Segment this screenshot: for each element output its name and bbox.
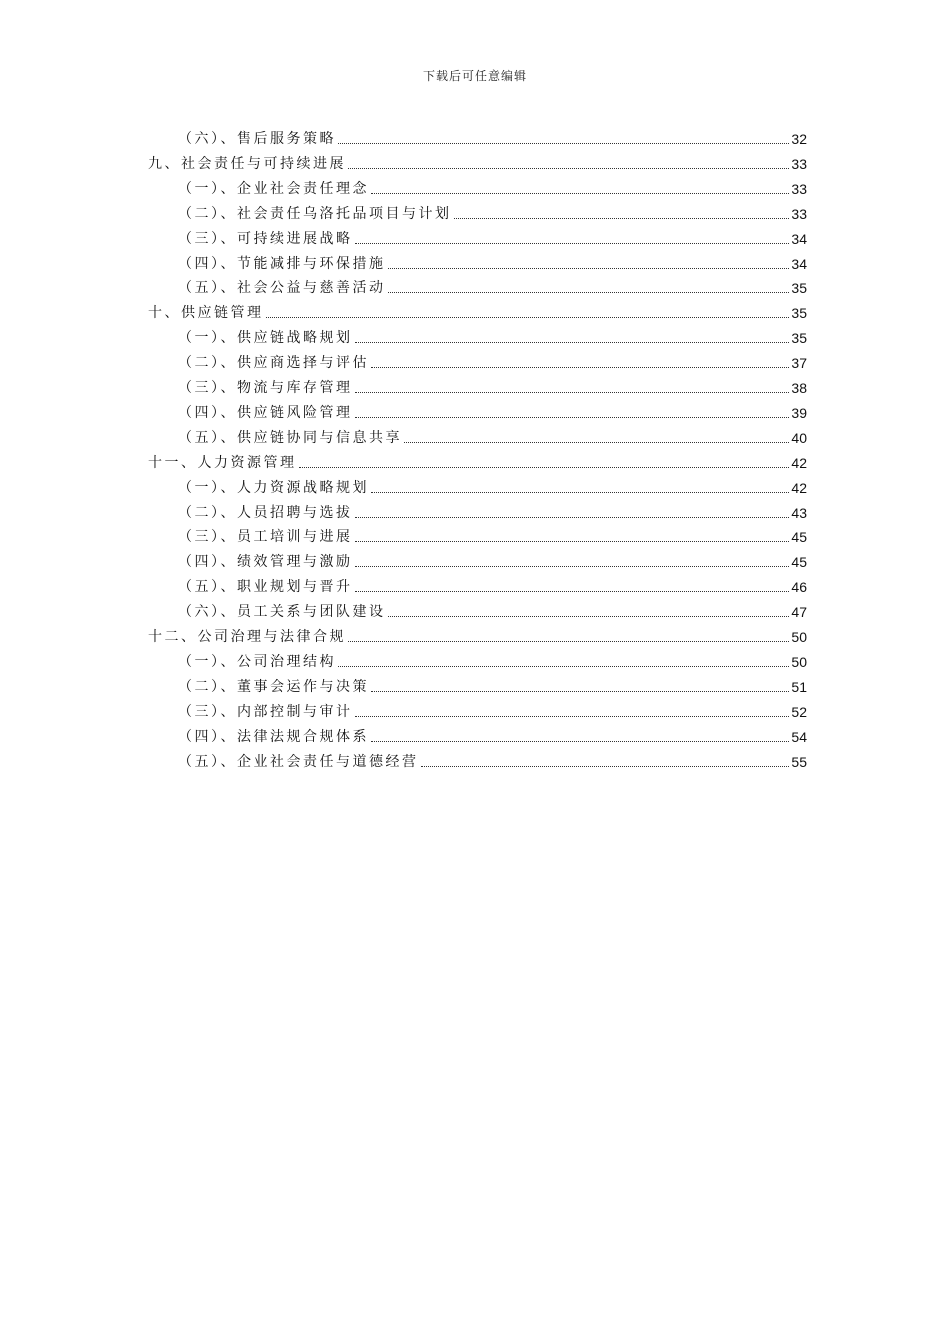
toc-entry-title: （五）、职业规划与晋升 xyxy=(178,579,353,596)
toc-entry-title: （三）、可持续进展战略 xyxy=(178,230,353,247)
toc-entry[interactable] xyxy=(178,574,807,596)
toc-dot-leader xyxy=(355,566,790,567)
toc-entry[interactable] xyxy=(178,350,807,372)
toc-entry[interactable] xyxy=(178,275,807,297)
toc-entry-title: （一）、公司治理结构 xyxy=(178,653,336,670)
toc-page-number: 43 xyxy=(791,504,807,521)
toc-entry-title: （三）、内部控制与审计 xyxy=(178,703,353,720)
toc-entry-title: （五）、供应链协同与信息共享 xyxy=(178,429,402,446)
toc-page-number: 45 xyxy=(791,529,807,546)
toc-dot-leader xyxy=(355,716,790,717)
toc-dot-leader xyxy=(371,691,789,692)
toc-page-number: 35 xyxy=(791,280,807,297)
toc-dot-leader xyxy=(371,367,789,368)
toc-entry-title: （四）、节能减排与环保措施 xyxy=(178,255,386,272)
toc-page-number: 50 xyxy=(791,653,807,670)
toc-entry-title: （六）、员工关系与团队建设 xyxy=(178,604,386,621)
toc-entry-title: （四）、绩效管理与激励 xyxy=(178,554,353,571)
toc-entry[interactable] xyxy=(178,226,807,248)
toc-entry[interactable] xyxy=(178,674,807,696)
toc-page-number: 35 xyxy=(791,330,807,347)
toc-entry[interactable] xyxy=(178,524,807,546)
toc-entry[interactable] xyxy=(148,151,807,173)
toc-dot-leader xyxy=(348,168,789,169)
toc-page-number: 33 xyxy=(791,155,807,172)
toc-page-number: 34 xyxy=(791,230,807,247)
toc-page-number: 38 xyxy=(791,380,807,396)
toc-page-number: 35 xyxy=(791,305,807,322)
toc-dot-leader xyxy=(371,741,789,742)
toc-page-number: 32 xyxy=(791,131,807,147)
toc-page-number: 33 xyxy=(791,205,807,222)
toc-page-number: 42 xyxy=(791,479,807,496)
toc-entry[interactable] xyxy=(178,649,807,671)
toc-page-number: 47 xyxy=(791,604,807,621)
toc-dot-leader xyxy=(266,317,790,318)
toc-entry[interactable] xyxy=(148,450,807,472)
toc-entry-title: （五）、社会公益与慈善活动 xyxy=(178,280,386,297)
toc-dot-leader xyxy=(421,766,790,767)
toc-dot-leader xyxy=(355,591,790,592)
toc-page-number: 46 xyxy=(791,579,807,596)
toc-entry[interactable] xyxy=(178,201,807,223)
toc-page-number: 55 xyxy=(791,753,807,770)
toc-page-number: 39 xyxy=(791,404,807,421)
toc-entry[interactable] xyxy=(178,251,807,273)
toc-dot-leader xyxy=(388,268,790,269)
toc-dot-leader xyxy=(348,641,789,642)
toc-entry-title: （二）、供应商选择与评估 xyxy=(178,355,369,372)
toc-dot-leader xyxy=(338,666,789,667)
toc-dot-leader xyxy=(355,417,790,418)
toc-entry-title: （一）、企业社会责任理念 xyxy=(178,180,369,197)
toc-entry[interactable] xyxy=(178,375,807,397)
toc-dot-leader xyxy=(454,218,790,219)
toc-dot-leader xyxy=(388,292,790,293)
toc-page-number: 42 xyxy=(791,454,807,471)
toc-entry-title: 九、社会责任与可持续进展 xyxy=(148,155,346,172)
toc-entry-title: （六）、售后服务策略 xyxy=(178,131,336,147)
toc-dot-leader xyxy=(355,517,790,518)
toc-entry-title: 十一、人力资源管理 xyxy=(148,454,297,471)
toc-entry-title: 十、供应链管理 xyxy=(148,305,264,322)
toc-page-number: 34 xyxy=(791,255,807,272)
toc-entry[interactable] xyxy=(178,475,807,497)
toc-entry-title: 十二、公司治理与法律合规 xyxy=(148,629,346,645)
toc-dot-leader xyxy=(355,392,790,393)
toc-entry-title: （二）、董事会运作与决策 xyxy=(178,678,369,695)
toc-entry-title: （一）、供应链战略规划 xyxy=(178,330,353,347)
toc-dot-leader xyxy=(388,616,790,617)
toc-dot-leader xyxy=(371,193,789,194)
toc-dot-leader xyxy=(338,143,789,144)
toc-entry[interactable] xyxy=(178,500,807,522)
toc-page-number: 50 xyxy=(791,629,807,645)
toc-entry-title: （二）、社会责任乌洛托品项目与计划 xyxy=(178,205,452,222)
toc-page-number: 33 xyxy=(791,180,807,197)
toc-dot-leader xyxy=(355,342,790,343)
toc-entry-title: （三）、物流与库存管理 xyxy=(178,380,353,396)
toc-entry[interactable] xyxy=(178,699,807,721)
toc-dot-leader xyxy=(404,442,789,443)
toc-entry[interactable] xyxy=(178,599,807,621)
page-header: 下载后可任意编辑 xyxy=(422,69,527,83)
toc-entry-title: （二）、人员招聘与选拔 xyxy=(178,504,353,521)
toc-page-number: 45 xyxy=(791,554,807,571)
toc-entry[interactable] xyxy=(178,425,807,447)
toc-entry-title: （五）、企业社会责任与道德经营 xyxy=(178,753,419,770)
toc-entry[interactable] xyxy=(178,549,807,571)
toc-entry[interactable] xyxy=(178,400,807,422)
toc-dot-leader xyxy=(371,492,789,493)
toc-entry[interactable] xyxy=(148,300,807,322)
toc-page-number: 54 xyxy=(791,728,807,745)
toc-entry[interactable] xyxy=(178,749,807,771)
toc-entry-title: （一）、人力资源战略规划 xyxy=(178,479,369,496)
toc-entry[interactable] xyxy=(178,176,807,198)
toc-page-number: 37 xyxy=(791,355,807,372)
toc-entry[interactable] xyxy=(178,126,807,148)
toc-page-number: 51 xyxy=(791,678,807,695)
toc-dot-leader xyxy=(355,541,790,542)
toc-page-number: 52 xyxy=(791,703,807,720)
toc-entry-title: （四）、供应链风险管理 xyxy=(178,404,353,421)
toc-entry[interactable] xyxy=(148,624,807,646)
toc-dot-leader xyxy=(299,467,790,468)
toc-dot-leader xyxy=(355,243,790,244)
toc-page-number: 40 xyxy=(791,429,807,446)
toc-entry-title: （四）、法律法规合规体系 xyxy=(178,728,369,745)
toc-entry[interactable] xyxy=(178,724,807,746)
toc-entry-title: （三）、员工培训与进展 xyxy=(178,529,353,546)
toc-entry[interactable] xyxy=(178,325,807,347)
